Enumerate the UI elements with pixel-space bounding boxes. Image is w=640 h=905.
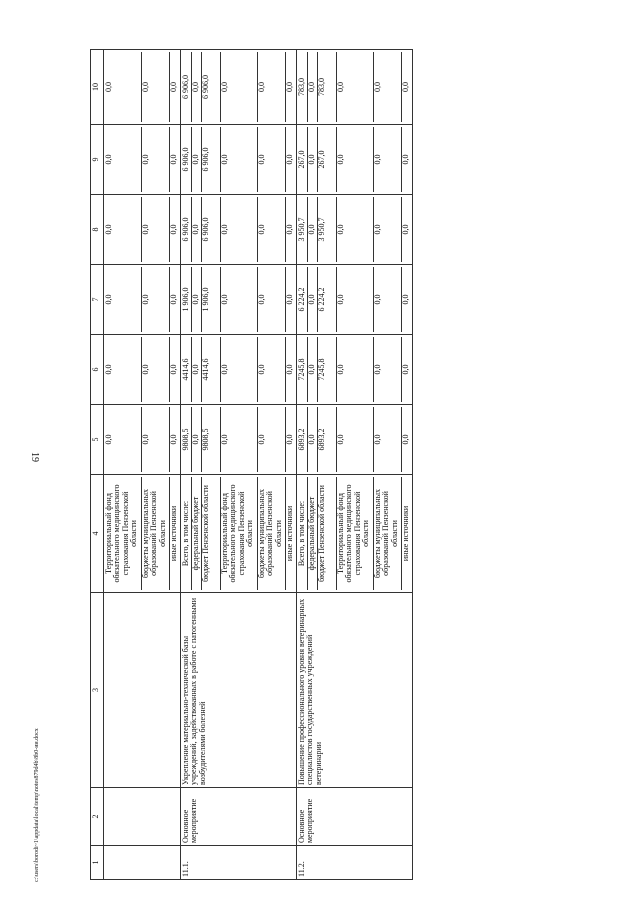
header-col-1: 1 [91,846,104,880]
value-cell: 0,0 [401,154,410,165]
value-column [104,125,181,195]
header-col-9: 9 [91,125,104,195]
value-cell: 267,0 [298,127,308,192]
value-cell: 0,0 [401,224,410,235]
header-col-10: 10 [91,50,104,125]
value-cell: 0,0 [221,197,258,262]
page-number: 19 [29,452,40,462]
value-cell: 0,0 [169,434,178,445]
value-cell: 4414,6 [202,337,221,402]
value-cell: 0,0 [142,127,170,192]
value-cell: 0,0 [169,224,178,235]
value-cell: 0,0 [308,267,318,332]
value-cell: 0,0 [374,127,402,192]
value-cell: 0,0 [308,52,318,122]
value-cell: 0,0 [142,267,170,332]
value-cell: 0,0 [337,267,374,332]
header-col-4: 4 [91,475,104,593]
value-cell: 0,0 [337,337,374,402]
value-cell: 7245,8 [298,337,308,402]
value-column [181,50,297,125]
value-cell: 9808,5 [202,407,221,472]
value-cell: 0,0 [401,364,410,375]
value-column [104,50,181,125]
row-number [104,846,181,880]
header-col-2: 2 [91,788,104,846]
value-cell: 6 906,0 [202,127,221,192]
header-col-5: 5 [91,405,104,475]
value-cell: 0,0 [374,337,402,402]
funding-source: Всего, в том числе: [182,477,192,590]
funding-source: Территориальный фонд обязательного медицинского страхования Пензенской области [221,477,258,590]
value-cell: 0,0 [374,267,402,332]
row-type [104,788,181,846]
table-row [104,50,181,880]
value-cell: 783,0 [298,52,308,122]
funding-source: бюджеты муниципальных образований Пензенской области [258,477,286,590]
value-cell: 4414,6 [182,337,192,402]
value-cell: 0,0 [221,267,258,332]
rotated-table-wrapper [90,50,610,880]
funding-source: федеральный бюджет [192,477,202,590]
funding-source: иные источники [285,505,294,562]
funding-source: федеральный бюджет [308,477,318,590]
value-cell: 0,0 [285,294,294,305]
value-column [297,405,413,475]
funding-sources [104,475,181,593]
row-description [104,593,181,788]
value-cell: 1 906,0 [182,267,192,332]
value-cell: 0,0 [258,127,286,192]
value-cell: 267,0 [318,127,337,192]
value-cell: 0,0 [285,82,294,92]
value-cell: 0,0 [337,197,374,262]
row-description: Повышение профессионального уровня ветеринарных специалистов государственных учреждений ветеринарии [297,593,413,788]
value-cell: 0,0 [285,364,294,375]
value-cell: 0,0 [142,407,170,472]
value-cell: 1 906,0 [202,267,221,332]
header-col-7: 7 [91,265,104,335]
value-cell: 0,0 [258,267,286,332]
value-cell: 0,0 [105,267,142,332]
value-cell: 0,0 [221,407,258,472]
value-cell: 9808,5 [182,407,192,472]
funding-sources [181,475,297,593]
value-cell: 0,0 [169,82,178,92]
value-cell: 0,0 [221,52,258,122]
budget-table [90,49,413,880]
funding-source: иные источники [169,505,178,562]
value-cell: 0,0 [105,127,142,192]
value-cell: 6 906,0 [202,197,221,262]
row-type: Основное мероприятие [297,788,413,846]
value-cell: 0,0 [192,267,202,332]
value-cell: 783,0 [318,52,337,122]
footer-path: c:\users\borodi~1\appdata\local\temp\notes879d4b\8b0-ии.docx [34,728,40,882]
funding-source: бюджет Пензенской области [202,477,221,590]
value-cell: 0,0 [401,82,410,92]
value-cell: 0,0 [337,52,374,122]
value-cell: 6 906,0 [202,52,221,122]
value-cell: 0,0 [105,407,142,472]
value-cell: 0,0 [258,407,286,472]
value-cell: 0,0 [374,407,402,472]
funding-source: Территориальный фонд обязательного медицинского страхования Пензенской области [337,477,374,590]
value-cell: 0,0 [221,337,258,402]
value-cell: 0,0 [401,294,410,305]
value-cell: 0,0 [192,127,202,192]
value-cell: 0,0 [401,434,410,445]
header-col-6: 6 [91,335,104,405]
value-column [297,125,413,195]
funding-source: иные источники [401,505,410,562]
funding-source: бюджеты муниципальных образований Пензенской области [142,477,170,590]
value-cell: 0,0 [337,127,374,192]
value-cell: 0,0 [337,407,374,472]
value-cell: 0,0 [374,197,402,262]
value-cell: 7245,8 [318,337,337,402]
table-row [181,50,297,880]
value-column [181,265,297,335]
header-col-8: 8 [91,195,104,265]
value-cell: 0,0 [192,337,202,402]
value-cell: 6 224,2 [318,267,337,332]
value-cell: 0,0 [169,364,178,375]
value-column [104,335,181,405]
row-number: 11.2. [297,846,413,880]
table-row [297,50,413,880]
value-cell: 0,0 [192,197,202,262]
value-cell: 0,0 [308,407,318,472]
value-cell: 0,0 [192,407,202,472]
value-cell: 0,0 [105,337,142,402]
value-column [297,335,413,405]
value-cell: 0,0 [258,337,286,402]
header-row [91,50,104,880]
value-column [104,405,181,475]
value-cell: 0,0 [285,154,294,165]
value-cell: 0,0 [221,127,258,192]
value-column [104,265,181,335]
value-column [181,125,297,195]
value-cell: 0,0 [374,52,402,122]
value-cell: 6 906,0 [182,52,192,122]
value-cell: 6 906,0 [182,127,192,192]
row-description: Укрепление материально-технической базы учреждений, задействованных в работе с патогенными возбудителями болезней [181,593,297,788]
value-cell: 0,0 [169,154,178,165]
value-cell: 0,0 [258,52,286,122]
value-cell: 3 950,7 [318,197,337,262]
value-column [297,195,413,265]
value-cell: 6 906,0 [182,197,192,262]
value-column [181,195,297,265]
value-cell: 0,0 [285,434,294,445]
value-column [297,50,413,125]
value-cell: 0,0 [192,52,202,122]
value-cell: 0,0 [308,197,318,262]
row-number: 11.1. [181,846,297,880]
value-cell: 6893,2 [318,407,337,472]
funding-source: бюджет Пензенской области [318,477,337,590]
value-cell: 6 224,2 [298,267,308,332]
table-body [104,50,413,880]
value-cell: 0,0 [105,52,142,122]
funding-source: бюджеты муниципальных образований Пензенской области [374,477,402,590]
value-cell: 0,0 [258,197,286,262]
value-column [297,265,413,335]
header-col-3: 3 [91,593,104,788]
value-column [181,335,297,405]
value-cell: 0,0 [142,337,170,402]
value-cell: 6893,2 [298,407,308,472]
value-column [181,405,297,475]
funding-sources [297,475,413,593]
value-cell: 0,0 [308,337,318,402]
value-cell: 3 950,7 [298,197,308,262]
value-cell: 0,0 [105,197,142,262]
value-cell: 0,0 [142,197,170,262]
value-column [104,195,181,265]
row-type: Основное мероприятие [181,788,297,846]
value-cell: 0,0 [169,294,178,305]
funding-source: Территориальный фонд обязательного медицинского страхования Пензенской области [105,477,142,590]
value-cell: 0,0 [308,127,318,192]
value-cell: 0,0 [142,52,170,122]
funding-source: Всего, в том числе: [298,477,308,590]
value-cell: 0,0 [285,224,294,235]
